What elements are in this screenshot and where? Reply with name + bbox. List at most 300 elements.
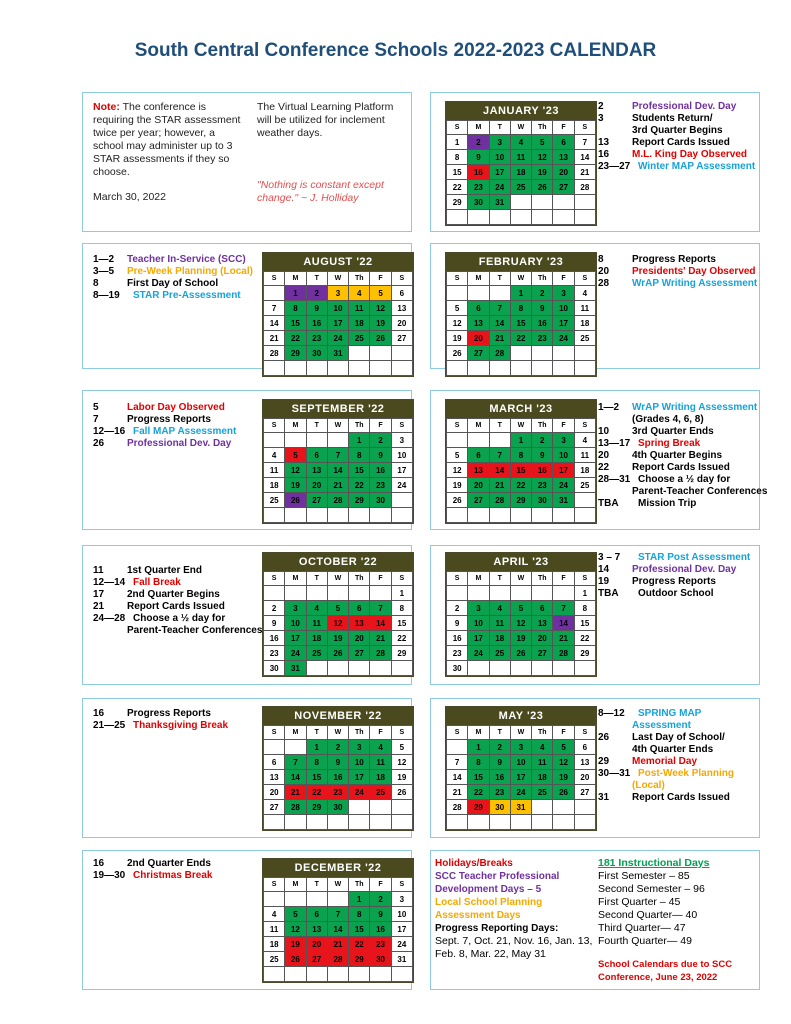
weekday-header: T bbox=[306, 878, 327, 892]
event-text: Professional Dev. Day bbox=[127, 438, 232, 449]
day-cell: 26 bbox=[370, 331, 391, 346]
event-text: STAR Pre-Assessment bbox=[133, 290, 241, 301]
event-date: 14 bbox=[598, 564, 610, 575]
day-cell bbox=[327, 815, 348, 830]
month-name: SEPTEMBER '22 bbox=[263, 400, 413, 418]
day-cell: 28 bbox=[264, 346, 285, 361]
event-row bbox=[598, 266, 757, 278]
day-cell: 15 bbox=[468, 770, 489, 785]
day-cell bbox=[306, 892, 327, 907]
calendars-due: School Calendars due to SCC Conference, June 23, 2022 bbox=[598, 959, 733, 983]
day-cell: 24 bbox=[510, 785, 531, 800]
day-cell bbox=[447, 433, 468, 448]
event-row bbox=[598, 474, 767, 486]
day-cell: 18 bbox=[370, 770, 391, 785]
month-grid bbox=[263, 271, 413, 376]
day-cell: 24 bbox=[327, 331, 348, 346]
day-cell: 19 bbox=[510, 631, 531, 646]
day-cell: 22 bbox=[349, 937, 370, 952]
event-text: Christmas Break bbox=[133, 870, 213, 881]
day-cell: 10 bbox=[327, 301, 348, 316]
month-grid bbox=[263, 418, 413, 523]
event-text: Post-Week Planning bbox=[638, 768, 734, 779]
month-name: APRIL '23 bbox=[446, 553, 596, 571]
day-cell: 11 bbox=[489, 616, 510, 631]
weekday-header: W bbox=[510, 272, 531, 286]
day-cell bbox=[489, 508, 510, 523]
day-cell: 21 bbox=[489, 478, 510, 493]
instructional-line: First Semester – 85 bbox=[598, 870, 690, 882]
day-cell bbox=[447, 210, 468, 225]
day-cell: 5 bbox=[285, 448, 306, 463]
day-cell: 16 bbox=[532, 463, 553, 478]
day-cell: 16 bbox=[327, 770, 348, 785]
august-calendar bbox=[262, 252, 414, 377]
day-cell: 31 bbox=[510, 800, 531, 815]
weekday-header: F bbox=[370, 419, 391, 433]
day-cell: 17 bbox=[553, 463, 574, 478]
event-row bbox=[598, 768, 734, 780]
day-cell: 27 bbox=[349, 646, 370, 661]
day-cell: 20 bbox=[306, 478, 327, 493]
day-cell: 25 bbox=[264, 952, 285, 967]
weekday-header: T bbox=[489, 419, 510, 433]
day-cell bbox=[447, 286, 468, 301]
event-row bbox=[93, 414, 236, 426]
event-text: Students Return/ bbox=[632, 113, 713, 124]
day-cell: 13 bbox=[306, 463, 327, 478]
weekday-header: F bbox=[553, 121, 574, 135]
day-cell bbox=[532, 586, 553, 601]
event-row bbox=[93, 565, 262, 577]
day-cell: 19 bbox=[285, 937, 306, 952]
day-cell: 22 bbox=[510, 478, 531, 493]
weekday-header: F bbox=[553, 572, 574, 586]
day-cell: 24 bbox=[468, 646, 489, 661]
event-row bbox=[93, 290, 253, 302]
day-cell bbox=[574, 195, 595, 210]
day-cell: 24 bbox=[285, 646, 306, 661]
day-cell: 6 bbox=[349, 601, 370, 616]
day-cell: 22 bbox=[391, 631, 412, 646]
day-cell: 22 bbox=[574, 631, 595, 646]
day-cell: 11 bbox=[306, 616, 327, 631]
day-cell: 24 bbox=[489, 180, 510, 195]
day-cell: 23 bbox=[264, 646, 285, 661]
event-row bbox=[598, 498, 767, 510]
event-text: Spring Break bbox=[638, 438, 701, 449]
day-cell: 15 bbox=[510, 463, 531, 478]
day-cell: 4 bbox=[532, 740, 553, 755]
day-cell: 19 bbox=[327, 631, 348, 646]
day-cell: 19 bbox=[285, 478, 306, 493]
day-cell: 11 bbox=[264, 922, 285, 937]
day-cell bbox=[468, 586, 489, 601]
day-cell: 17 bbox=[510, 770, 531, 785]
day-cell: 10 bbox=[468, 616, 489, 631]
day-cell: 26 bbox=[532, 180, 553, 195]
event-date: 13—17 bbox=[598, 438, 631, 449]
weekday-header: S bbox=[391, 419, 412, 433]
day-cell bbox=[285, 740, 306, 755]
event-row bbox=[93, 278, 253, 290]
day-cell: 17 bbox=[391, 922, 412, 937]
month-grid bbox=[263, 725, 413, 830]
day-cell: 4 bbox=[349, 286, 370, 301]
weekday-header: S bbox=[574, 419, 595, 433]
event-date: 22 bbox=[598, 462, 610, 473]
month-grid bbox=[446, 271, 596, 376]
day-cell bbox=[447, 508, 468, 523]
day-cell: 24 bbox=[553, 478, 574, 493]
instructional-line: Second Semester – 96 bbox=[598, 883, 705, 895]
event-date: 1—2 bbox=[93, 254, 115, 265]
day-cell bbox=[553, 586, 574, 601]
day-cell: 8 bbox=[468, 755, 489, 770]
day-cell: 5 bbox=[447, 301, 468, 316]
day-cell: 21 bbox=[553, 631, 574, 646]
month-name: AUGUST '22 bbox=[263, 253, 413, 271]
day-cell: 17 bbox=[349, 770, 370, 785]
day-cell: 1 bbox=[306, 740, 327, 755]
day-cell: 24 bbox=[391, 478, 412, 493]
day-cell bbox=[327, 661, 348, 676]
september-events bbox=[93, 402, 236, 450]
event-row bbox=[598, 101, 755, 113]
month-grid bbox=[446, 571, 596, 676]
day-cell bbox=[447, 740, 468, 755]
day-cell: 26 bbox=[553, 785, 574, 800]
day-cell bbox=[349, 361, 370, 376]
day-cell bbox=[489, 361, 510, 376]
day-cell: 18 bbox=[264, 478, 285, 493]
day-cell: 9 bbox=[447, 616, 468, 631]
day-cell: 6 bbox=[306, 907, 327, 922]
day-cell: 31 bbox=[391, 952, 412, 967]
day-cell: 12 bbox=[285, 922, 306, 937]
day-cell: 7 bbox=[285, 755, 306, 770]
day-cell: 21 bbox=[574, 165, 595, 180]
day-cell: 2 bbox=[468, 135, 489, 150]
day-cell bbox=[349, 815, 370, 830]
day-cell: 2 bbox=[532, 433, 553, 448]
day-cell: 14 bbox=[370, 616, 391, 631]
day-cell bbox=[468, 661, 489, 676]
may-calendar bbox=[445, 706, 597, 831]
day-cell: 24 bbox=[553, 331, 574, 346]
day-cell: 8 bbox=[574, 601, 595, 616]
day-cell: 14 bbox=[327, 922, 348, 937]
day-cell bbox=[391, 508, 412, 523]
month-name: FEBRUARY '23 bbox=[446, 253, 596, 271]
weekday-header: S bbox=[264, 572, 285, 586]
event-row bbox=[598, 426, 767, 438]
day-cell: 4 bbox=[489, 601, 510, 616]
event-date bbox=[598, 720, 632, 732]
day-cell: 30 bbox=[264, 661, 285, 676]
day-cell: 10 bbox=[510, 755, 531, 770]
event-date: 26 bbox=[598, 732, 610, 743]
weekday-header: M bbox=[468, 272, 489, 286]
day-cell bbox=[532, 800, 553, 815]
day-cell: 7 bbox=[489, 448, 510, 463]
day-cell: 16 bbox=[468, 165, 489, 180]
day-cell: 4 bbox=[306, 601, 327, 616]
day-cell: 8 bbox=[349, 448, 370, 463]
day-cell: 11 bbox=[574, 448, 595, 463]
event-date: 11 bbox=[93, 565, 104, 576]
event-date: 20 bbox=[598, 266, 610, 277]
day-cell: 18 bbox=[574, 463, 595, 478]
weekday-header: S bbox=[447, 726, 468, 740]
weekday-header: S bbox=[574, 272, 595, 286]
event-text: Parent-Teacher Conferences bbox=[632, 486, 768, 497]
weekday-header: M bbox=[468, 726, 489, 740]
event-date: 12—16 bbox=[93, 426, 126, 437]
day-cell bbox=[349, 661, 370, 676]
day-cell: 4 bbox=[510, 135, 531, 150]
event-date: 31 bbox=[598, 792, 610, 803]
day-cell bbox=[285, 815, 306, 830]
event-date: 12—14 bbox=[93, 577, 126, 588]
event-date bbox=[598, 486, 632, 498]
day-cell: 23 bbox=[306, 331, 327, 346]
weekday-header: F bbox=[370, 878, 391, 892]
day-cell: 20 bbox=[468, 331, 489, 346]
event-date: 28 bbox=[598, 278, 610, 289]
november-calendar bbox=[262, 706, 414, 831]
day-cell: 21 bbox=[285, 785, 306, 800]
event-row bbox=[93, 613, 262, 625]
day-cell bbox=[306, 361, 327, 376]
day-cell: 28 bbox=[447, 800, 468, 815]
day-cell: 30 bbox=[447, 661, 468, 676]
event-text: Parent-Teacher Conferences bbox=[127, 625, 263, 636]
day-cell: 5 bbox=[510, 601, 531, 616]
event-row bbox=[598, 113, 755, 125]
day-cell: 8 bbox=[447, 150, 468, 165]
weekday-header: Th bbox=[532, 272, 553, 286]
january-calendar bbox=[445, 101, 597, 226]
weekday-header: T bbox=[489, 726, 510, 740]
day-cell bbox=[510, 361, 531, 376]
day-cell: 13 bbox=[306, 922, 327, 937]
event-row bbox=[598, 564, 750, 576]
day-cell bbox=[306, 815, 327, 830]
day-cell: 19 bbox=[553, 770, 574, 785]
day-cell: 3 bbox=[285, 601, 306, 616]
day-cell: 3 bbox=[391, 433, 412, 448]
event-row bbox=[598, 254, 757, 266]
event-date: 3 – 7 bbox=[598, 552, 621, 563]
day-cell: 14 bbox=[574, 150, 595, 165]
day-cell: 10 bbox=[553, 301, 574, 316]
day-cell: 13 bbox=[468, 463, 489, 478]
day-cell: 16 bbox=[532, 316, 553, 331]
day-cell: 30 bbox=[489, 800, 510, 815]
day-cell: 22 bbox=[349, 478, 370, 493]
day-cell: 9 bbox=[489, 755, 510, 770]
weekday-header: S bbox=[574, 572, 595, 586]
day-cell: 1 bbox=[510, 433, 531, 448]
day-cell bbox=[349, 967, 370, 982]
day-cell bbox=[532, 210, 553, 225]
event-text: M.L. King Day Observed bbox=[632, 149, 748, 160]
day-cell bbox=[370, 815, 391, 830]
event-text: 4th Quarter Ends bbox=[632, 744, 714, 755]
december-calendar bbox=[262, 858, 414, 983]
day-cell: 19 bbox=[370, 316, 391, 331]
day-cell: 27 bbox=[306, 493, 327, 508]
event-date: 30—31 bbox=[598, 768, 631, 779]
event-row bbox=[598, 402, 767, 414]
day-cell: 1 bbox=[468, 740, 489, 755]
day-cell: 12 bbox=[447, 316, 468, 331]
event-date bbox=[598, 125, 632, 137]
day-cell bbox=[370, 361, 391, 376]
weekday-header: F bbox=[370, 272, 391, 286]
weekday-header: F bbox=[553, 419, 574, 433]
weekday-header: W bbox=[327, 419, 348, 433]
event-date: 16 bbox=[598, 149, 610, 160]
day-cell bbox=[447, 815, 468, 830]
day-cell: 27 bbox=[532, 646, 553, 661]
event-row bbox=[598, 708, 734, 720]
day-cell: 14 bbox=[553, 616, 574, 631]
instructional-line: Third Quarter— 47 bbox=[598, 922, 686, 934]
day-cell: 2 bbox=[370, 433, 391, 448]
event-row bbox=[93, 438, 236, 450]
weekday-header: T bbox=[306, 419, 327, 433]
day-cell: 29 bbox=[306, 800, 327, 815]
day-cell: 14 bbox=[327, 463, 348, 478]
day-cell: 14 bbox=[447, 770, 468, 785]
instructional-line: Fourth Quarter— 49 bbox=[598, 935, 692, 947]
day-cell: 12 bbox=[510, 616, 531, 631]
day-cell: 18 bbox=[574, 316, 595, 331]
event-text: (Local) bbox=[632, 780, 665, 791]
day-cell bbox=[447, 586, 468, 601]
event-date: 26 bbox=[93, 438, 105, 449]
month-grid bbox=[263, 877, 413, 982]
day-cell: 7 bbox=[327, 448, 348, 463]
day-cell: 20 bbox=[553, 165, 574, 180]
day-cell: 26 bbox=[285, 952, 306, 967]
day-cell bbox=[510, 210, 531, 225]
day-cell: 10 bbox=[391, 448, 412, 463]
day-cell: 4 bbox=[574, 433, 595, 448]
event-date bbox=[598, 780, 632, 792]
day-cell: 1 bbox=[510, 286, 531, 301]
day-cell bbox=[532, 195, 553, 210]
day-cell: 25 bbox=[510, 180, 531, 195]
day-cell bbox=[264, 286, 285, 301]
december-events bbox=[93, 858, 212, 882]
weekday-header: S bbox=[574, 726, 595, 740]
day-cell: 21 bbox=[489, 331, 510, 346]
day-cell: 21 bbox=[327, 478, 348, 493]
event-date: 10 bbox=[598, 426, 610, 437]
day-cell: 8 bbox=[510, 448, 531, 463]
day-cell bbox=[391, 967, 412, 982]
day-cell: 20 bbox=[349, 631, 370, 646]
weekday-header: T bbox=[306, 272, 327, 286]
day-cell: 5 bbox=[327, 601, 348, 616]
day-cell: 3 bbox=[391, 892, 412, 907]
event-text: Pre-Week Planning (Local) bbox=[127, 266, 253, 277]
day-cell bbox=[532, 508, 553, 523]
day-cell: 16 bbox=[489, 770, 510, 785]
event-text: Fall MAP Assessment bbox=[133, 426, 237, 437]
day-cell: 2 bbox=[327, 740, 348, 755]
weekday-header: W bbox=[510, 419, 531, 433]
day-cell bbox=[510, 586, 531, 601]
weekday-header: F bbox=[553, 272, 574, 286]
day-cell: 18 bbox=[264, 937, 285, 952]
event-date: 19—30 bbox=[93, 870, 126, 881]
event-row bbox=[598, 720, 734, 732]
day-cell: 17 bbox=[327, 316, 348, 331]
day-cell: 28 bbox=[370, 646, 391, 661]
weekday-header: F bbox=[370, 726, 391, 740]
day-cell bbox=[391, 346, 412, 361]
weekday-header: W bbox=[510, 572, 531, 586]
day-cell: 18 bbox=[510, 165, 531, 180]
day-cell: 15 bbox=[306, 770, 327, 785]
day-cell: 8 bbox=[349, 907, 370, 922]
event-text: Winter MAP Assessment bbox=[638, 161, 756, 172]
day-cell: 23 bbox=[370, 478, 391, 493]
day-cell: 3 bbox=[553, 286, 574, 301]
event-text: 2nd Quarter Begins bbox=[127, 589, 220, 600]
event-text: Professional Dev. Day bbox=[632, 101, 737, 112]
weekday-header: Th bbox=[349, 272, 370, 286]
day-cell: 15 bbox=[391, 616, 412, 631]
day-cell: 26 bbox=[510, 646, 531, 661]
event-text: Progress Reports bbox=[632, 576, 716, 587]
day-cell: 24 bbox=[391, 937, 412, 952]
day-cell bbox=[391, 815, 412, 830]
weekday-header: M bbox=[468, 121, 489, 135]
weekday-header: M bbox=[285, 419, 306, 433]
weekday-header: T bbox=[489, 572, 510, 586]
month-name: DECEMBER '22 bbox=[263, 859, 413, 877]
event-row bbox=[93, 601, 262, 613]
day-cell: 16 bbox=[370, 463, 391, 478]
day-cell: 11 bbox=[510, 150, 531, 165]
day-cell: 6 bbox=[264, 755, 285, 770]
day-cell: 10 bbox=[553, 448, 574, 463]
day-cell: 29 bbox=[349, 952, 370, 967]
day-cell: 29 bbox=[285, 346, 306, 361]
day-cell: 18 bbox=[306, 631, 327, 646]
day-cell bbox=[306, 661, 327, 676]
event-text: WrAP Writing Assessment bbox=[632, 278, 758, 289]
day-cell: 16 bbox=[264, 631, 285, 646]
month-name: MARCH '23 bbox=[446, 400, 596, 418]
day-cell: 19 bbox=[447, 478, 468, 493]
day-cell bbox=[532, 361, 553, 376]
event-row bbox=[598, 137, 755, 149]
legend bbox=[435, 857, 595, 961]
day-cell bbox=[574, 661, 595, 676]
day-cell: 7 bbox=[553, 601, 574, 616]
day-cell bbox=[489, 210, 510, 225]
day-cell: 5 bbox=[285, 907, 306, 922]
day-cell: 11 bbox=[349, 301, 370, 316]
day-cell bbox=[510, 195, 531, 210]
day-cell: 13 bbox=[468, 316, 489, 331]
